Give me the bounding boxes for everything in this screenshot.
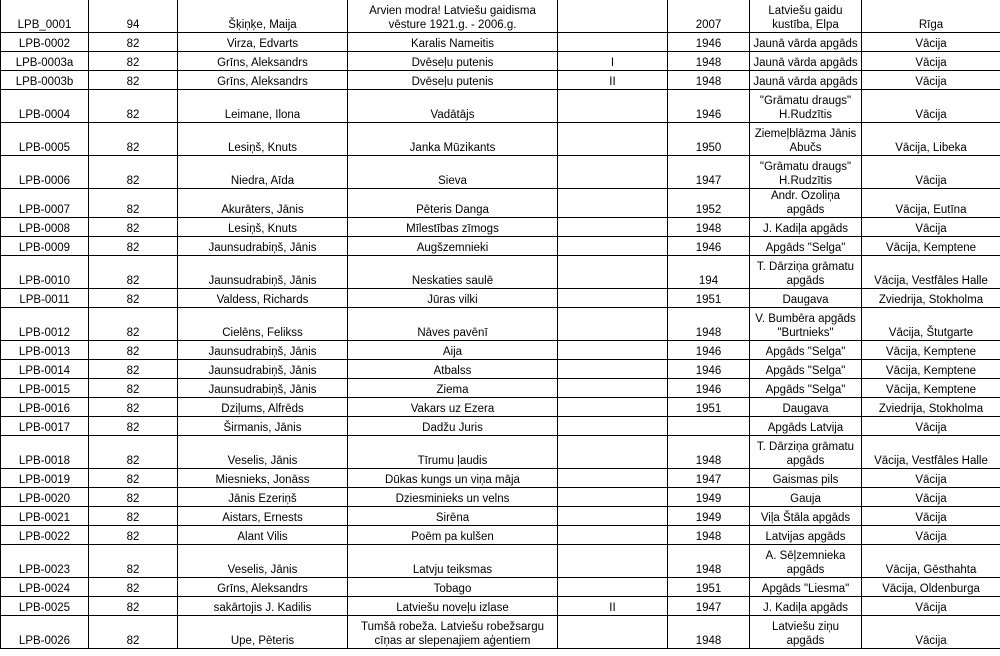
class-number-cell[interactable]: 82 (89, 597, 178, 616)
table-row (1, 52, 1000, 71)
author-cell[interactable]: Veselis, Jānis (178, 545, 348, 578)
author-cell[interactable]: Šķiņķe, Maija (178, 0, 348, 33)
title-cell[interactable]: Vadātājs (348, 90, 558, 123)
publisher-cell[interactable]: Jaunā vārda apgāds (750, 71, 862, 90)
table-row (1, 123, 1000, 156)
publisher-cell[interactable]: Apgāds "Selga" (750, 237, 862, 256)
table-row (1, 360, 1000, 379)
publisher-cell[interactable]: Apgāds Latvija (750, 417, 862, 436)
volume-cell[interactable] (558, 256, 668, 289)
volume-cell[interactable] (558, 526, 668, 545)
publisher-cell[interactable]: Jaunā vārda apgāds (750, 33, 862, 52)
place-cell[interactable]: Vācija (862, 597, 1000, 616)
table-row (1, 256, 1000, 289)
author-cell[interactable]: Upe, Pēteris (178, 616, 348, 649)
author-cell[interactable]: Miesnieks, Jonāss (178, 469, 348, 488)
publisher-cell[interactable]: Apgāds "Liesma" (750, 578, 862, 597)
title-cell[interactable]: Latvju teiksmas (348, 545, 558, 578)
volume-cell[interactable] (558, 341, 668, 360)
title-cell[interactable]: Poēm pa kulšen (348, 526, 558, 545)
year-cell[interactable]: 1949 (668, 488, 750, 507)
table-row (1, 71, 1000, 90)
table-row (1, 379, 1000, 398)
class-number-cell[interactable]: 82 (89, 417, 178, 436)
title-cell[interactable]: Pēteris Danga (348, 189, 558, 218)
place-cell[interactable]: Vācija, Oldenburga (862, 578, 1000, 597)
class-number-cell[interactable]: 82 (89, 156, 178, 189)
publisher-cell[interactable]: Apgāds "Selga" (750, 341, 862, 360)
title-cell[interactable]: Dziesminieks un velns (348, 488, 558, 507)
class-number-cell[interactable]: 82 (89, 398, 178, 417)
title-cell[interactable]: Janka Mūzikants (348, 123, 558, 156)
place-cell[interactable]: Vācija (862, 526, 1000, 545)
year-cell[interactable]: 1951 (668, 398, 750, 417)
publisher-cell[interactable]: T. Dārziņa grāmatu apgāds (750, 436, 862, 469)
publisher-cell[interactable]: "Grāmatu draugs" H.Rudzītis (750, 156, 862, 189)
year-cell[interactable]: 1948 (668, 545, 750, 578)
class-number-cell[interactable]: 82 (89, 289, 178, 308)
record-id-cell[interactable]: LPB-0023 (1, 545, 89, 578)
year-cell[interactable]: 1948 (668, 436, 750, 469)
year-cell[interactable]: 1947 (668, 156, 750, 189)
title-cell[interactable]: Atbalss (348, 360, 558, 379)
place-cell[interactable]: Vācija (862, 488, 1000, 507)
place-cell[interactable]: Vācija (862, 616, 1000, 649)
class-number-cell[interactable]: 82 (89, 237, 178, 256)
year-cell[interactable]: 1946 (668, 341, 750, 360)
place-cell[interactable]: Zviedrija, Stokholma (862, 398, 1000, 417)
title-cell[interactable]: Nāves pavēnī (348, 308, 558, 341)
year-cell[interactable]: 1946 (668, 33, 750, 52)
table-row (1, 289, 1000, 308)
class-number-cell[interactable]: 82 (89, 507, 178, 526)
author-cell[interactable]: Virza, Edvarts (178, 33, 348, 52)
year-cell[interactable]: 1952 (668, 189, 750, 218)
publisher-cell[interactable]: Apgāds "Selga" (750, 379, 862, 398)
volume-cell[interactable] (558, 360, 668, 379)
record-id-cell[interactable]: LPB-0018 (1, 436, 89, 469)
table-row (1, 507, 1000, 526)
title-cell[interactable]: Jūras vilki (348, 289, 558, 308)
table-row (1, 526, 1000, 545)
class-number-cell[interactable]: 82 (89, 578, 178, 597)
record-id-cell[interactable]: LPB-0010 (1, 256, 89, 289)
publisher-cell[interactable]: Daugava (750, 398, 862, 417)
table-row (1, 341, 1000, 360)
class-number-cell[interactable]: 82 (89, 71, 178, 90)
year-cell[interactable]: 1950 (668, 123, 750, 156)
year-cell[interactable]: 1947 (668, 597, 750, 616)
title-cell[interactable]: Karalis Nameitis (348, 33, 558, 52)
publisher-cell[interactable]: Daugava (750, 289, 862, 308)
volume-cell[interactable] (558, 545, 668, 578)
class-number-cell[interactable]: 82 (89, 488, 178, 507)
author-cell[interactable]: Cielēns, Felikss (178, 308, 348, 341)
table-row (1, 469, 1000, 488)
year-cell[interactable]: 1948 (668, 71, 750, 90)
table-row (1, 237, 1000, 256)
table-row (1, 616, 1000, 649)
year-cell[interactable]: 1951 (668, 578, 750, 597)
publisher-cell[interactable]: Ziemeļblāzma Jānis Abučs (750, 123, 862, 156)
publisher-cell[interactable]: J. Kadiļa apgāds (750, 597, 862, 616)
place-cell[interactable]: Vācija, Kemptene (862, 360, 1000, 379)
record-id-cell[interactable]: LPB-0019 (1, 469, 89, 488)
class-number-cell[interactable]: 82 (89, 436, 178, 469)
record-id-cell[interactable]: LPB-0005 (1, 123, 89, 156)
record-id-cell[interactable]: LPB-0017 (1, 417, 89, 436)
place-cell[interactable]: Vācija, Eutīna (862, 189, 1000, 218)
place-cell[interactable]: Vācija (862, 156, 1000, 189)
volume-cell[interactable] (558, 156, 668, 189)
publisher-cell[interactable]: Gauja (750, 488, 862, 507)
author-cell[interactable]: Grīns, Aleksandrs (178, 52, 348, 71)
place-cell[interactable]: Vācija (862, 71, 1000, 90)
class-number-cell[interactable]: 82 (89, 341, 178, 360)
title-cell[interactable]: Latviešu noveļu izlase (348, 597, 558, 616)
volume-cell[interactable] (558, 578, 668, 597)
publisher-cell[interactable]: Latvijas apgāds (750, 526, 862, 545)
class-number-cell[interactable]: 82 (89, 526, 178, 545)
class-number-cell[interactable]: 82 (89, 256, 178, 289)
publisher-cell[interactable]: A. Sēļzemnieka apgāds (750, 545, 862, 578)
class-number-cell[interactable]: 82 (89, 616, 178, 649)
volume-cell[interactable] (558, 379, 668, 398)
table-row (1, 417, 1000, 436)
year-cell[interactable]: 1948 (668, 52, 750, 71)
author-cell[interactable]: Jaunsudrabiņš, Jānis (178, 237, 348, 256)
table-row (1, 33, 1000, 52)
volume-cell[interactable] (558, 237, 668, 256)
year-cell[interactable]: 1948 (668, 308, 750, 341)
author-cell[interactable]: Valdess, Richards (178, 289, 348, 308)
title-cell[interactable]: Sirēna (348, 507, 558, 526)
title-cell[interactable]: Dvēseļu putenis (348, 52, 558, 71)
year-cell[interactable]: 1949 (668, 507, 750, 526)
author-cell[interactable]: Jaunsudrabiņš, Jānis (178, 341, 348, 360)
table-row (1, 156, 1000, 189)
place-cell[interactable]: Vācija, Vestfāles Halle (862, 256, 1000, 289)
class-number-cell[interactable]: 82 (89, 545, 178, 578)
year-cell[interactable]: 1948 (668, 218, 750, 237)
volume-cell[interactable]: II (558, 71, 668, 90)
volume-cell[interactable] (558, 436, 668, 469)
author-cell[interactable]: Jaunsudrabiņš, Jānis (178, 379, 348, 398)
year-cell[interactable]: 1946 (668, 237, 750, 256)
year-cell[interactable]: 1946 (668, 90, 750, 123)
class-number-cell[interactable]: 82 (89, 189, 178, 218)
title-cell[interactable]: Tobago (348, 578, 558, 597)
author-cell[interactable]: Leimane, Ilona (178, 90, 348, 123)
table-row (1, 189, 1000, 218)
year-cell[interactable]: 1948 (668, 526, 750, 545)
author-cell[interactable]: Niedra, Aīda (178, 156, 348, 189)
year-cell[interactable] (668, 417, 750, 436)
record-id-cell[interactable]: LPB-0009 (1, 237, 89, 256)
table-row (1, 218, 1000, 237)
publisher-cell[interactable]: Viļa Štāla apgāds (750, 507, 862, 526)
publisher-cell[interactable]: J. Kadiļa apgāds (750, 218, 862, 237)
record-id-cell[interactable]: LPB-0026 (1, 616, 89, 649)
title-cell[interactable]: Neskaties saulē (348, 256, 558, 289)
publisher-cell[interactable]: V. Bumbēra apgāds "Burtnieks" (750, 308, 862, 341)
place-cell[interactable]: Vācija (862, 417, 1000, 436)
year-cell[interactable]: 2007 (668, 0, 750, 33)
table-row (1, 398, 1000, 417)
place-cell[interactable]: Vācija (862, 469, 1000, 488)
volume-cell[interactable] (558, 398, 668, 417)
volume-cell[interactable] (558, 616, 668, 649)
author-cell[interactable]: Dziļums, Alfrēds (178, 398, 348, 417)
catalog-rows (1, 0, 1000, 649)
class-number-cell[interactable]: 82 (89, 360, 178, 379)
volume-cell[interactable] (558, 218, 668, 237)
table-row (1, 90, 1000, 123)
publisher-cell[interactable]: "Grāmatu draugs" H.Rudzītis (750, 90, 862, 123)
volume-cell[interactable] (558, 33, 668, 52)
class-number-cell[interactable]: 82 (89, 123, 178, 156)
place-cell[interactable]: Vācija (862, 90, 1000, 123)
place-cell[interactable]: Vācija, Libeka (862, 123, 1000, 156)
record-id-cell[interactable]: LPB-0016 (1, 398, 89, 417)
title-cell[interactable]: Dūkas kungs un viņa māja (348, 469, 558, 488)
record-id-cell[interactable]: LPB-0014 (1, 360, 89, 379)
author-cell[interactable]: Akurāters, Jānis (178, 189, 348, 218)
publisher-cell[interactable]: Latviešu ziņu apgāds (750, 616, 862, 649)
volume-cell[interactable] (558, 417, 668, 436)
record-id-cell[interactable]: LPB-0007 (1, 189, 89, 218)
title-cell[interactable]: Tumšā robeža. Latviešu robežsargu cīņas ar slepenajiem aģentiem (348, 616, 558, 649)
title-cell[interactable]: Dvēseļu putenis (348, 71, 558, 90)
record-id-cell[interactable]: LPB-0022 (1, 526, 89, 545)
publisher-cell[interactable]: Jaunā vārda apgāds (750, 52, 862, 71)
record-id-cell[interactable]: LPB-0015 (1, 379, 89, 398)
place-cell[interactable]: Vācija, Kemptene (862, 341, 1000, 360)
record-id-cell[interactable]: LPB-0025 (1, 597, 89, 616)
place-cell[interactable]: Vācija (862, 52, 1000, 71)
table-row (1, 0, 1000, 33)
title-cell[interactable]: Ziema (348, 379, 558, 398)
publisher-cell[interactable]: T. Dārziņa grāmatu apgāds (750, 256, 862, 289)
class-number-cell[interactable]: 82 (89, 469, 178, 488)
record-id-cell[interactable]: LPB-0024 (1, 578, 89, 597)
class-number-cell[interactable]: 94 (89, 0, 178, 33)
author-cell[interactable]: Grīns, Aleksandrs (178, 578, 348, 597)
record-id-cell[interactable]: LPB-0004 (1, 90, 89, 123)
volume-cell[interactable] (558, 289, 668, 308)
author-cell[interactable]: Veselis, Jānis (178, 436, 348, 469)
author-cell[interactable]: Lesiņš, Knuts (178, 123, 348, 156)
table-row (1, 436, 1000, 469)
year-cell[interactable]: 1948 (668, 616, 750, 649)
year-cell[interactable]: 1951 (668, 289, 750, 308)
class-number-cell[interactable]: 82 (89, 379, 178, 398)
volume-cell[interactable] (558, 488, 668, 507)
volume-cell[interactable]: II (558, 597, 668, 616)
author-cell[interactable]: Jaunsudrabiņš, Jānis (178, 256, 348, 289)
place-cell[interactable]: Rīga (862, 0, 1000, 33)
place-cell[interactable]: Vācija (862, 507, 1000, 526)
title-cell[interactable]: Vakars uz Ezera (348, 398, 558, 417)
table-row (1, 545, 1000, 578)
record-id-cell[interactable]: LPB-0020 (1, 488, 89, 507)
publisher-cell[interactable]: Latviešu gaidu kustība, Elpa (750, 0, 862, 33)
class-number-cell[interactable]: 82 (89, 218, 178, 237)
author-cell[interactable]: Aistars, Ernests (178, 507, 348, 526)
place-cell[interactable]: Vācija, Štutgarte (862, 308, 1000, 341)
volume-cell[interactable] (558, 469, 668, 488)
place-cell[interactable]: Vācija, Kemptene (862, 379, 1000, 398)
author-cell[interactable]: Jaunsudrabiņš, Jānis (178, 360, 348, 379)
volume-cell[interactable] (558, 0, 668, 33)
place-cell[interactable]: Vācija, Kemptene (862, 237, 1000, 256)
title-cell[interactable]: Augšzemnieki (348, 237, 558, 256)
author-cell[interactable]: Grīns, Aleksandrs (178, 71, 348, 90)
class-number-cell[interactable]: 82 (89, 308, 178, 341)
volume-cell[interactable]: I (558, 52, 668, 71)
table-row (1, 597, 1000, 616)
author-cell[interactable]: Širmanis, Jānis (178, 417, 348, 436)
publisher-cell[interactable]: Gaismas pils (750, 469, 862, 488)
year-cell[interactable]: 1946 (668, 360, 750, 379)
volume-cell[interactable] (558, 189, 668, 218)
table-row (1, 308, 1000, 341)
publisher-cell[interactable]: Andr. Ozoliņa apgāds (750, 189, 862, 218)
record-id-cell[interactable]: LPB-0008 (1, 218, 89, 237)
author-cell[interactable]: sakārtojis J. Kadilis (178, 597, 348, 616)
author-cell[interactable]: Lesiņš, Knuts (178, 218, 348, 237)
place-cell[interactable]: Zviedrija, Stokholma (862, 289, 1000, 308)
year-cell[interactable]: 1947 (668, 469, 750, 488)
volume-cell[interactable] (558, 308, 668, 341)
author-cell[interactable]: Jānis Ezeriņš (178, 488, 348, 507)
class-number-cell[interactable]: 82 (89, 33, 178, 52)
publisher-cell[interactable]: Apgāds "Selga" (750, 360, 862, 379)
title-cell[interactable]: Arvien modra! Latviešu gaidisma vēsture 1921.g. - 2006.g. (348, 0, 558, 33)
record-id-cell[interactable]: LPB-0013 (1, 341, 89, 360)
place-cell[interactable]: Vācija, Gēsthahta (862, 545, 1000, 578)
record-id-cell[interactable]: LPB-0002 (1, 33, 89, 52)
record-id-cell[interactable]: LPB-0011 (1, 289, 89, 308)
record-id-cell[interactable]: LPB_0001 (1, 0, 89, 33)
title-cell[interactable]: Dadžu Juris (348, 417, 558, 436)
title-cell[interactable]: Tīrumu ļaudis (348, 436, 558, 469)
table-row (1, 488, 1000, 507)
volume-cell[interactable] (558, 507, 668, 526)
class-number-cell[interactable]: 82 (89, 52, 178, 71)
volume-cell[interactable] (558, 123, 668, 156)
title-cell[interactable]: Sieva (348, 156, 558, 189)
record-id-cell[interactable]: LPB-0012 (1, 308, 89, 341)
author-cell[interactable]: Alant Vilis (178, 526, 348, 545)
place-cell[interactable]: Vācija (862, 218, 1000, 237)
record-id-cell[interactable]: LPB-0003b (1, 71, 89, 90)
title-cell[interactable]: Aija (348, 341, 558, 360)
volume-cell[interactable] (558, 90, 668, 123)
record-id-cell[interactable]: LPB-0003a (1, 52, 89, 71)
record-id-cell[interactable]: LPB-0021 (1, 507, 89, 526)
record-id-cell[interactable]: LPB-0006 (1, 156, 89, 189)
year-cell[interactable]: 1946 (668, 379, 750, 398)
table-row (1, 578, 1000, 597)
title-cell[interactable]: Mīlestības zīmogs (348, 218, 558, 237)
year-cell[interactable]: 194 (668, 256, 750, 289)
place-cell[interactable]: Vācija (862, 33, 1000, 52)
place-cell[interactable]: Vācija, Vestfāles Halle (862, 436, 1000, 469)
class-number-cell[interactable]: 82 (89, 90, 178, 123)
